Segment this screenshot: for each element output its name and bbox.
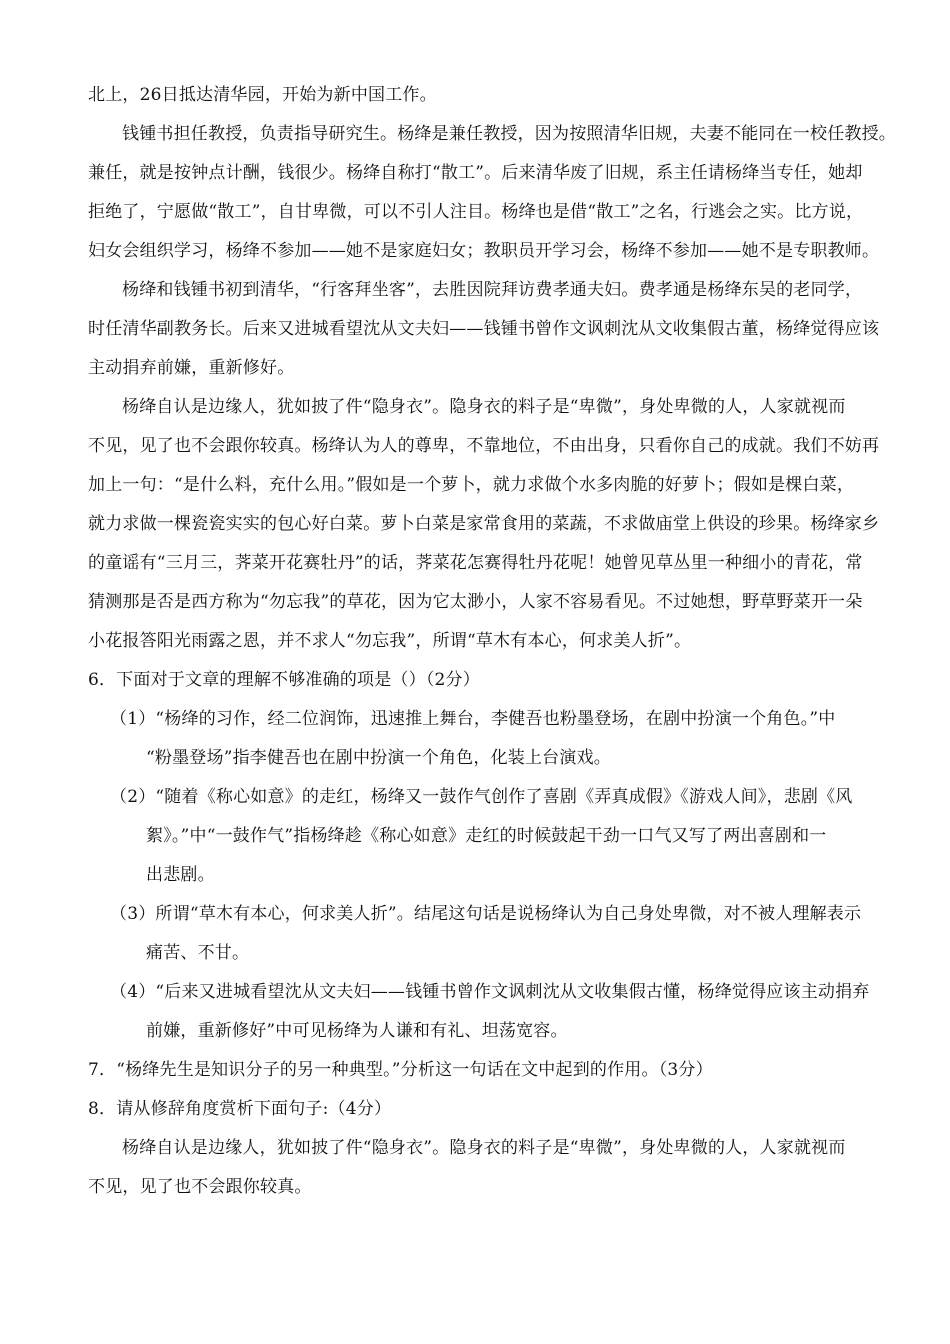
question-8-stem: 8．请从修辞角度赏析下面句子:（4分）	[88, 1099, 392, 1119]
question-6-option-4: （4）“后来又进城看望沈从文夫妇——钱锺书曾作文讽刺沈从文收集假古懂，杨绛觉得应该主动捐弃	[110, 982, 870, 1002]
passage-line: 加上一句：“是什么料，充什么用。”假如是一个萝卜，就力求做个水多肉脆的好萝卜；假如是棵白菜，	[88, 475, 855, 495]
question-7-stem: 7．“杨绛先生是知识分子的另一种典型。”分析这一句话在文中起到的作用。（3分）	[88, 1060, 713, 1080]
passage-line: 时任清华副教务长。后来又进城看望沈从文夫妇——钱锺书曾作文讽刺沈从文收集假古董，杨绛觉得应该	[88, 319, 880, 339]
question-6-option-4-cont: 前嫌，重新修好”中可见杨绛为人谦和有礼、坦荡宽容。	[146, 1021, 568, 1041]
passage-line: 小花报答阳光雨露之恩，并不求人“勿忘我”，所谓“草木有本心，何求美人折”。	[88, 631, 692, 651]
question-8-quote: 不见，见了也不会跟你较真。	[88, 1177, 312, 1197]
question-6-option-3-cont: 痛苦、不甘。	[146, 943, 250, 963]
question-6-stem: 6．下面对于文章的理解不够准确的项是（）（2分）	[88, 670, 480, 690]
question-6-option-1: （1）“杨绛的习作，经二位润饰，迅速推上舞台，李健吾也粉墨登场，在剧中扮演一个角色。”中	[110, 709, 836, 729]
question-8-quote: 杨绛自认是边缘人，犹如披了件“隐身衣”。隐身衣的料子是“卑微”，身处卑微的人，人家就视而	[122, 1138, 846, 1158]
passage-line: 猜测那是否是西方称为“勿忘我”的草花，因为它太渺小，人家不容易看见。不过她想，野草野菜开一朵	[88, 592, 863, 612]
passage-line: 拒绝了，宁愿做“散工”，自甘卑微，可以不引人注目。杨绛也是借“散工”之名，行逃会之实。比方说，	[88, 202, 864, 222]
question-6-option-2-cont: 絮》。”中“一鼓作气”指杨绛趁《称心如意》走红的时候鼓起干劲一口气又写了两出喜剧和一	[146, 826, 827, 846]
passage-line: 不见，见了也不会跟你较真。杨绛认为人的尊卑，不靠地位，不由出身，只看你自己的成就。我们不妨再	[88, 436, 880, 456]
passage-line: 钱锺书担任教授，负责指导研究生。杨绛是兼任教授，因为按照清华旧规，夫妻不能同在一校任教授。	[122, 124, 896, 144]
passage-line: 的童谣有“三月三，荠菜开花赛牡丹”的话，荠菜花怎赛得牡丹花呢！她曾见草丛里一种细小的青花，常	[88, 553, 863, 573]
passage-line: 北上，26日抵达清华园，开始为新中国工作。	[88, 85, 437, 105]
document-page	[88, 76, 896, 1207]
question-6-option-1-cont: “粉墨登场”指李健吾也在剧中扮演一个角色，化装上台演戏。	[146, 748, 611, 768]
passage-line: 主动捐弃前嫌，重新修好。	[88, 358, 295, 378]
passage-line: 就力求做一棵瓷瓷实实的包心好白菜。萝卜白菜是家常食用的菜蔬，不求做庙堂上供设的珍果。杨绛家乡	[88, 514, 880, 534]
question-6-option-3: （3）所谓“草木有本心，何求美人折”。结尾这句话是说杨绛认为自己身处卑微，对不被人理解表示	[110, 904, 862, 924]
question-6-option-2: （2）“随着《称心如意》的走红，杨绛又一鼓作气创作了喜剧《弄真成假》《游戏人间》，悲剧《风	[110, 787, 853, 807]
passage-line: 杨绛自认是边缘人，犹如披了件“隐身衣”。隐身衣的料子是“卑微”，身处卑微的人，人家就视而	[122, 397, 846, 417]
question-6-option-2-cont: 出悲剧。	[146, 865, 215, 885]
passage-line: 兼任，就是按钟点计酬，钱很少。杨绛自称打“散工”。后来清华废了旧规，系主任请杨绛当专任，她却	[88, 163, 863, 183]
passage-line: 杨绛和钱锺书初到清华，“行客拜坐客”，去胜因院拜访费孝通夫妇。费孝通是杨绛东吴的老同学，	[122, 280, 863, 300]
passage-line: 妇女会组织学习，杨绛不参加——她不是家庭妇女；教职员开学习会，杨绛不参加——她不是专职教师。	[88, 241, 880, 261]
